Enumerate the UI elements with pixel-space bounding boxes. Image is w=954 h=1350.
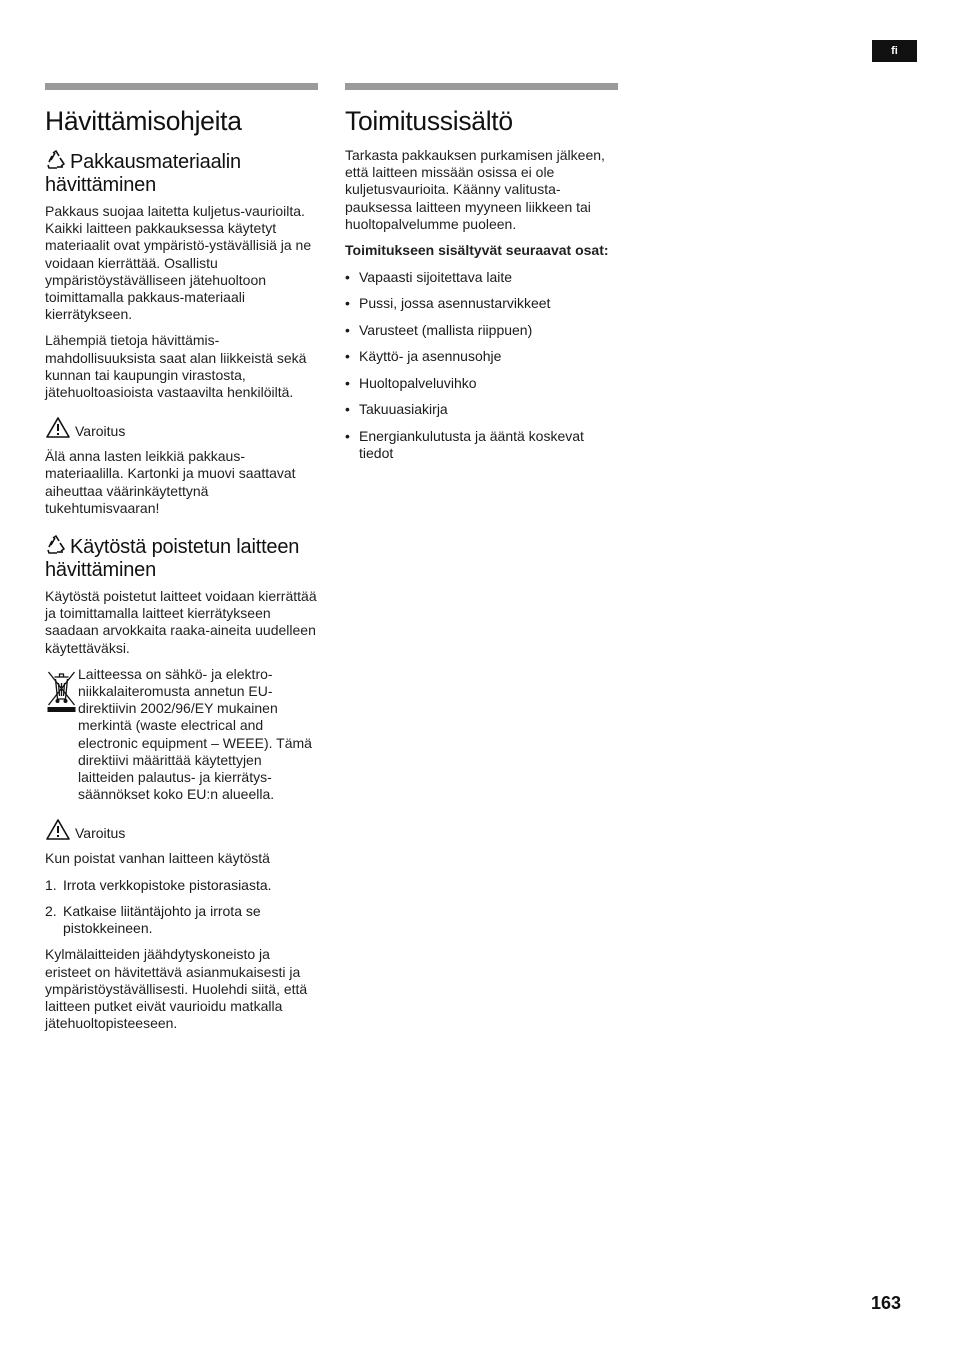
delivery-title: Toimitussisältö: [345, 106, 513, 136]
warning-intro: Kun poistat vanhan laitteen käytöstä: [45, 850, 270, 867]
step-text: Katkaise liitäntäjohto ja irrota se pistokkeineen.: [63, 902, 261, 937]
item-text: Takuuasiakirja: [359, 401, 448, 418]
list-item: • Huoltopalveluvihko: [345, 374, 477, 391]
list-item: • Varusteet (mallista riippuen): [345, 321, 533, 338]
list-item: • Vapaasti sijoitettava laite: [345, 268, 513, 285]
packaging-heading: [45, 150, 318, 197]
right-column: [345, 83, 618, 462]
weee-notice: [45, 666, 318, 804]
warning-triangle-icon: [45, 416, 71, 439]
section-rule: [45, 83, 318, 90]
appliance-disposal-heading: [45, 535, 318, 582]
packaging-heading-text: Pakkausmateriaalin hävittäminen: [45, 151, 241, 196]
step-text: Irrota verkkopistoke pistorasiasta.: [63, 876, 272, 893]
list-item: • Energiankulutusta ja ääntä koskevat tiedot: [345, 428, 618, 462]
delivery-items: [345, 269, 618, 462]
list-item: [45, 877, 318, 894]
item-text: Varusteet (mallista riippuen): [359, 321, 533, 338]
crossed-bin-icon: [45, 669, 78, 713]
page-number: 163: [871, 1293, 902, 1313]
item-text: Pussi, jossa asennustarvikkeet: [359, 295, 551, 312]
warning-header: [45, 415, 318, 439]
delivery-paragraph: Tarkasta pakkauksen purkamisen jälkeen, että laitteen missään osissa ei ole kuljetusvaurioita. Käänny valitusta-pauksessa laitteen myyneen liikkeen tai huoltopalvelumme puoleen.: [345, 147, 605, 232]
disposal-steps: [45, 877, 318, 938]
packaging-paragraph-2: Lähempiä tietoja hävittämis-mahdollisuuksista saat alan liikkeistä sekä kunnan tai kaupungin virastosta, jätehuoltoasioista vastaavilta henkilöiltä.: [45, 332, 307, 401]
list-item: • Käyttö- ja asennusohje: [345, 348, 502, 365]
recycle-icon: [45, 150, 67, 170]
section-rule: [345, 83, 618, 90]
disposal-title: Hävittämisohjeita: [45, 106, 242, 136]
step-number: 2.: [45, 902, 57, 919]
step-number: 1.: [45, 876, 57, 893]
warning-header-2: [45, 817, 318, 841]
list-item: • Pussi, jossa asennustarvikkeet: [345, 295, 551, 312]
appliance-paragraph-1: Käytöstä poistetut laitteet voidaan kierrättää ja toimittamalla laitteet kierrätykseen saadaan arvokkaita raaka-aineita uudelleen käytettäväksi.: [45, 588, 317, 656]
item-text: Vapaasti sijoitettava laite: [359, 268, 513, 285]
appliance-paragraph-last: Kylmälaitteiden jäähdytyskoneisto ja eristeet on hävitettävä asianmukaisesti ja ympäristöystävällisesti. Huolehdi siitä, että laitteen putket eivät vaurioidu matkalla jätehuoltopisteeseen.: [45, 946, 308, 1032]
delivery-list-heading: Toimitukseen sisältyvät seuraavat osat:: [345, 242, 609, 259]
weee-text: Laitteessa on sähkö- ja elektro-niikkalaiteromusta annetun EU-direktiivin 2002/96/EY mukainen merkintä (waste electrical and electronic equipment – WEEE). Tämä direktiivi määrittää käytettyjen laitteiden palautus- ja kierrätys-säännökset koko EU:n alueella.: [78, 665, 312, 803]
left-column: [45, 83, 318, 1032]
item-text: Energiankulutusta ja ääntä koskevat tiedot: [359, 427, 584, 461]
language-tab: fi: [872, 40, 917, 62]
warning-label: Varoitus: [75, 825, 126, 842]
warning-label: Varoitus: [75, 423, 126, 440]
packaging-paragraph-1: Pakkaus suojaa laitetta kuljetus-vaurioilta. Kaikki laitteen pakkauksessa käytetyt materiaalit ovat ympäristö-ystävällisiä ja ne voidaan kierrättää. Osallistu ympäristöystävälliseen jätehuoltoon toimittamalla pakkaus-materiaali kierrätykseen.: [45, 203, 312, 323]
list-item: [45, 903, 318, 937]
appliance-disposal-heading-text: Käytöstä poistetun laitteen hävittäminen: [45, 536, 300, 582]
warning-text: Älä anna lasten leikkiä pakkaus-materiaalilla. Kartonki ja muovi saattavat aiheuttaa väärinkäytettynä tukehtumisvaaran!: [45, 448, 296, 516]
item-text: Käyttö- ja asennusohje: [359, 348, 502, 365]
list-item: • Takuuasiakirja: [345, 401, 448, 418]
item-text: Huoltopalveluvihko: [359, 374, 477, 391]
warning-triangle-icon: [45, 818, 71, 841]
recycle-icon: [45, 535, 67, 555]
